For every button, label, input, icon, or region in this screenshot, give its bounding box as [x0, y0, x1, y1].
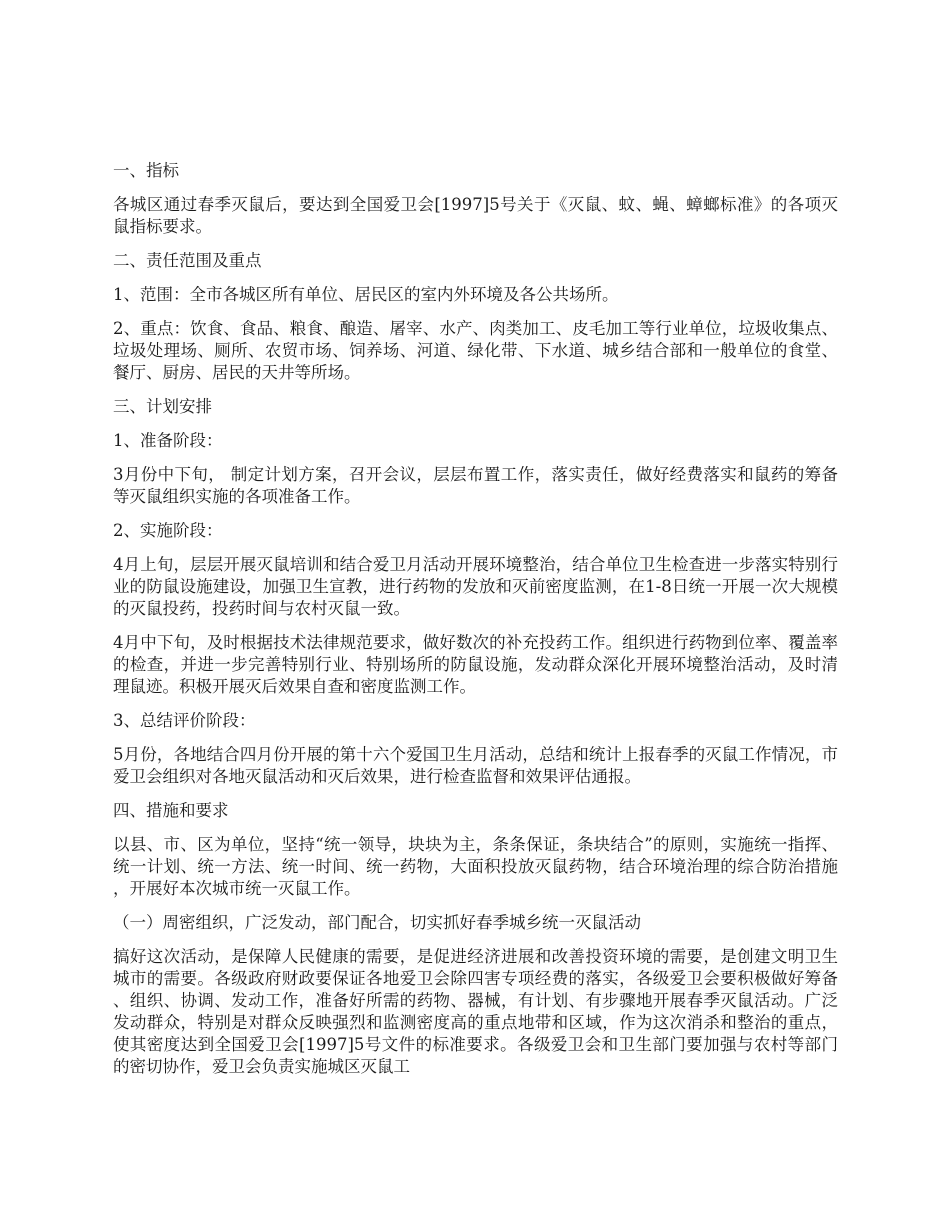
subheading-evaluation: 3、总结评价阶段： — [113, 711, 256, 730]
subheading-preparation: 1、准备阶段： — [113, 431, 223, 450]
paragraph-key-points: 2、重点：饮食、食品、粮食、酿造、屠宰、水产、肉类加工、皮毛加工等行业单位，垃圾收集点、垃圾处理场、厕所、农贸市场、饲养场、河道、绿化带、下水道、城乡结合部和一般单位的食堂、餐厅、厨房、居民的天井等所场。 — [113, 319, 838, 382]
document-body — [113, 160, 838, 1090]
subheading-implementation: 2、实施阶段： — [113, 521, 223, 540]
heading-plan: 三、计划安排 — [113, 397, 212, 416]
paragraph-implementation-late-april: 4月中下旬，及时根据技术法律规范要求，做好数次的补充投药工作。组织进行药物到位率、覆盖率的检查，并进一步完善特别行业、特别场所的防鼠设施，发动群众深化开展环境整治活动，及时清理鼠迹。积极开展灭后效果自查和密度监测工作。 — [113, 633, 838, 696]
paragraph-measures: 以县、市、区为单位，坚持“统一领导，块块为主，条条保证，条块结合”的原则，实施统一指挥、统一计划、统一方法、统一时间、统一药物，大面积投放灭鼠药物，结合环境治理的综合防治措施，开展好本次城市统一灭鼠工作。 — [113, 835, 838, 898]
heading-measures: 四、措施和要求 — [113, 801, 229, 820]
paragraph-evaluation: 5月份，各地结合四月份开展的第十六个爱国卫生月活动，总结和统计上报春季的灭鼠工作情况，市爱卫会组织对各地灭鼠活动和灭后效果，进行检查监督和效果评估通报。 — [113, 745, 838, 786]
subheading-organization: （一）周密组织，广泛发动，部门配合，切实抓好春季城乡统一灭鼠活动 — [113, 913, 641, 932]
heading-scope: 二、责任范围及重点 — [113, 251, 262, 270]
paragraph-scope: 1、范围：全市各城区所有单位、居民区的室内外环境及各公共场所。 — [113, 285, 619, 304]
paragraph-implementation-early-april: 4月上旬，层层开展灭鼠培训和结合爱卫月活动开展环境整治，结合单位卫生检查进一步落实特别行业的防鼠设施建设，加强卫生宣教，进行药物的发放和灭前密度监测，在1-8日统一开展一次大规模的灭鼠投药，投药时间与农村灭鼠一致。 — [113, 555, 838, 618]
paragraph-preparation: 3月份中下旬， 制定计划方案，召开会议，层层布置工作，落实责任，做好经费落实和鼠药的筹备等灭鼠组织实施的各项准备工作。 — [113, 465, 838, 506]
paragraph-indicators: 各城区通过春季灭鼠后，要达到全国爱卫会[1997]5号关于《灭鼠、蚊、蝇、蟑螂标准》的各项灭鼠指标要求。 — [113, 195, 838, 236]
paragraph-organization: 搞好这次活动，是保障人民健康的需要，是促进经济进展和改善投资环境的需要，是创建文明卫生城市的需要。各级政府财政要保证各地爱卫会除四害专项经费的落实，各级爱卫会要积极做好筹备、组织、协调、发动工作，准备好所需的药物、器械，有计划、有步骤地开展春季灭鼠活动。广泛发动群众，特别是对群众反映强烈和监测密度高的重点地带和区域，作为这次消杀和整治的重点，使其密度达到全国爱卫会[1997]5号文件的标准要求。各级爱卫会和卫生部门要加强与农村等部门的密切协作，爱卫会负责实施城区灭鼠工 — [113, 947, 838, 1076]
heading-indicators: 一、指标 — [113, 161, 179, 180]
